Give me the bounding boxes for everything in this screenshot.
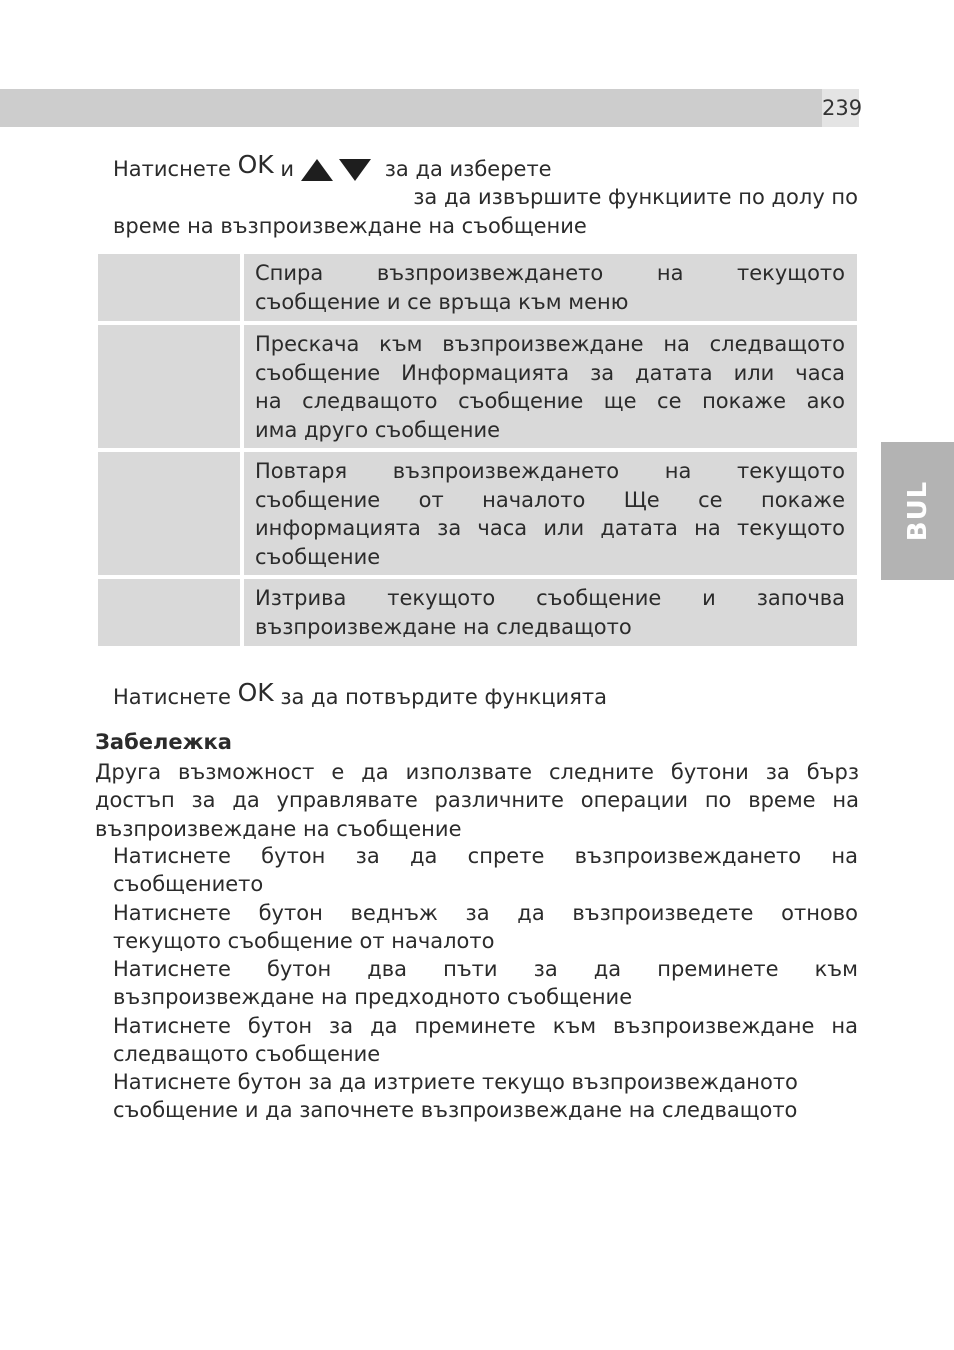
note-item-line: Натиснете бутон за да спрете възпроизвеждането на	[113, 844, 858, 868]
table-cell-line: съобщение	[255, 544, 381, 569]
table-row	[244, 254, 857, 321]
note-item-line: Натиснете бутон веднъж за да възпроизведете отново	[113, 901, 858, 925]
arrow-up-icon	[301, 159, 333, 181]
table-row	[244, 579, 857, 646]
note-item-line: Натиснете бутон два пъти за да преминете към	[113, 957, 858, 981]
table-cell-line: на следващото съобщение ще се покаже ако	[255, 389, 845, 413]
table-row	[244, 325, 857, 448]
note-item-line: съобщението	[113, 872, 264, 897]
note-item	[113, 899, 858, 956]
confirm-press-word: Натиснете	[113, 685, 231, 709]
table-cell-line: съобщение Информацията за датата или часа	[255, 360, 845, 385]
intro-and-word: и	[280, 157, 294, 181]
table-row-icon-cell	[98, 579, 240, 646]
intro-select-text: за да изберете	[384, 157, 552, 181]
intro-line-3: време на възпроизвеждане на съобщение	[113, 214, 587, 238]
note-item-line: съобщение и да започнете възпроизвеждане на следващото	[113, 1098, 798, 1123]
language-tab	[881, 442, 954, 580]
intro-press-word: Натиснете	[113, 157, 231, 181]
table-cell-line: информацията за часа или датата на текущото	[255, 516, 845, 540]
note-item-line: Натиснете бутон за да изтриете текущо възпроизвежданото	[113, 1070, 798, 1094]
table-row-icon-cell	[98, 325, 240, 448]
language-tab-label: BUL	[902, 480, 933, 542]
note-item-line: Натиснете бутон за да преминете към възпроизвеждане на	[113, 1014, 858, 1038]
table-cell-line: Спира възпроизвеждането на текущото	[255, 261, 845, 285]
table-row-icon-cell	[98, 254, 240, 321]
ok-label: OK	[237, 150, 274, 179]
note-item	[113, 1012, 858, 1069]
note-intro-line: Друга възможност е да използвате следните бутони за бърз	[95, 760, 859, 784]
note-intro	[95, 758, 859, 843]
note-item-line: текущото съобщение от началото	[113, 929, 495, 954]
table-cell-line: Изтрива текущото съобщение и започва	[255, 586, 845, 610]
table-cell-line: Прескача към възпроизвеждане на следващото	[255, 332, 845, 356]
table-cell-line: възпроизвеждане на следващото	[255, 614, 632, 639]
table-row	[244, 452, 857, 575]
table-row-icon-cell	[98, 452, 240, 575]
note-intro-line: възпроизвеждане на съобщение	[95, 816, 462, 841]
ok-label: OK	[237, 678, 274, 707]
arrow-down-icon	[339, 159, 371, 181]
note-item	[113, 955, 858, 1012]
table-cell-line: Повтаря възпроизвеждането на текущото	[255, 459, 845, 483]
table-cell-line: съобщение и се връща към меню	[255, 289, 629, 314]
confirm-line	[113, 678, 607, 712]
note-item	[113, 1068, 858, 1125]
intro-line-2: за да извършите функциите по долу по	[413, 185, 858, 209]
header-bar	[0, 89, 822, 127]
page-number: 239	[822, 89, 859, 127]
note-item	[113, 842, 858, 899]
note-item-line: следващото съобщение	[113, 1042, 381, 1067]
table-cell-line: има друго съобщение	[255, 417, 501, 442]
confirm-rest: за да потвърдите функцията	[280, 685, 607, 709]
intro-line-1	[113, 150, 552, 184]
note-item-line: възпроизвеждане на предходното съобщение	[113, 985, 633, 1010]
note-title: Забележка	[95, 730, 232, 754]
table-cell-line: съобщение от началото Ще се покаже	[255, 487, 845, 512]
note-intro-line: достъп за да управлявате различните операции по време на	[95, 788, 859, 813]
